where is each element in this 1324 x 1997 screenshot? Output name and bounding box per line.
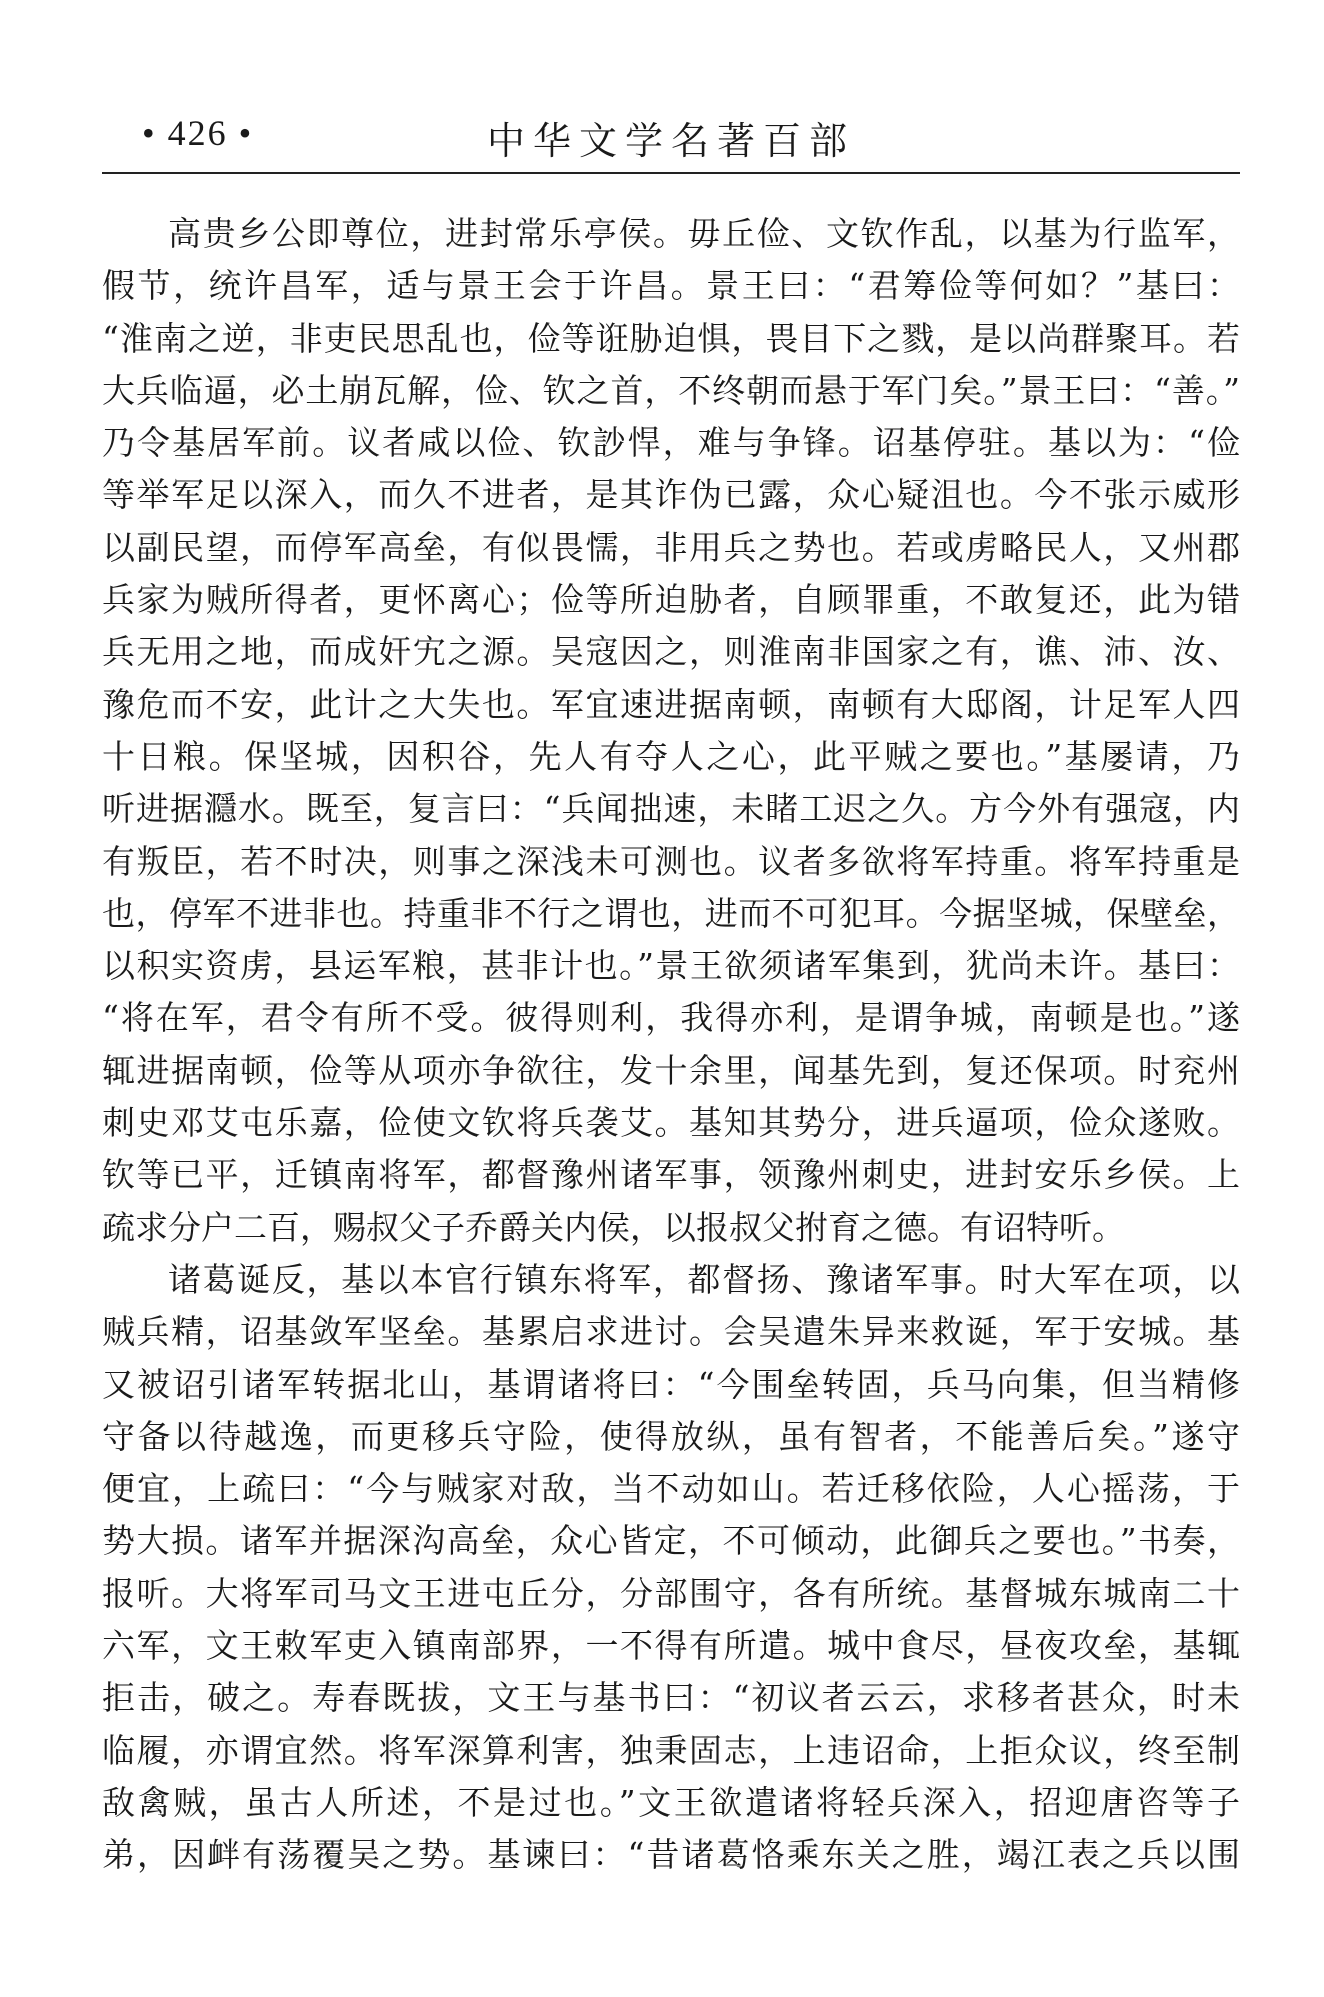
text-line: 兵家为贼所得者，更怀离心；俭等所迫胁者，自顾罪重，不敢复还，此为错 [102, 580, 1240, 620]
text-line: 以积实资虏，县运军粮，甚非计也。”景王欲须诸军集到，犹尚未许。基曰： [102, 946, 1240, 986]
text-line: 假节，统许昌军，适与景王会于许昌。景王曰：“君筹俭等何如？”基曰： [102, 266, 1240, 306]
text-line: 兵无用之地，而成奸宄之源。吴寇因之，则淮南非国家之有，谯、沛、汝、 [102, 632, 1240, 672]
running-title: 中华文学名著百部 [486, 119, 855, 163]
text-line: 以副民望，而停军高垒，有似畏懦，非用兵之势也。若或虏略民人，又州郡 [102, 527, 1240, 567]
text-line: 便宜，上疏曰：“今与贼家对敌，当不动如山。若迁移依险，人心摇荡，于 [102, 1469, 1240, 1509]
text-line: 又被诏引诸军转据北山，基谓诸将曰：“今围垒转固，兵马向集，但当精修 [102, 1364, 1240, 1404]
text-line: 守备以待越逸，而更移兵守险，使得放纵，虽有智者，不能善后矣。”遂守 [102, 1416, 1240, 1456]
text-line: 刺史邓艾屯乐嘉，俭使文钦将兵袭艾。基知其势分，进兵逼项，俭众遂败。 [102, 1103, 1240, 1143]
text-line: 疏求分户二百，赐叔父子乔爵关内侯，以报叔父拊育之德。有诏特听。 [102, 1207, 1125, 1247]
text-line: 也，停军不进非也。持重非不行之谓也，进而不可犯耳。今据坚城，保壁垒， [102, 893, 1240, 933]
body-text [102, 208, 1240, 1882]
text-line: 弟，因衅有荡覆吴之势。基谏曰：“昔诸葛恪乘东关之胜，竭江表之兵以围 [102, 1835, 1240, 1875]
text-line: 听进据㶏水。既至，复言曰：“兵闻拙速，未睹工迟之久。方今外有强寇，内 [102, 789, 1240, 829]
text-line: 贼兵精，诏基敛军坚垒。基累启求进讨。会吴遣朱异来救诞，军于安城。基 [102, 1312, 1240, 1352]
page-header [102, 104, 1240, 174]
text-line: 报听。大将军司马文王进屯丘分，分部围守，各有所统。基督城东城南二十 [102, 1573, 1240, 1613]
text-line: 十日粮。保坚城，因积谷，先人有夺人之心，此平贼之要也。”基屡请，乃 [102, 736, 1240, 776]
text-line: 敌禽贼，虽古人所述，不是过也。”文王欲遣诸将轻兵深入，招迎唐咨等子 [102, 1782, 1240, 1822]
text-line: 钦等已平，迁镇南将军，都督豫州诸军事，领豫州刺史，进封安乐乡侯。上 [102, 1155, 1240, 1195]
text-line: 豫危而不安，此计之大失也。军宜速进据南顿，南顿有大邸阁，计足军人四 [102, 684, 1240, 724]
text-line: “将在军，君令有所不受。彼得则利，我得亦利，是谓争城，南顿是也。”遂 [102, 998, 1240, 1038]
text-line: 势大损。诸军并据深沟高垒，众心皆定，不可倾动，此御兵之要也。”书奏， [102, 1521, 1240, 1561]
page-number: • 426 • [142, 113, 254, 153]
text-line: 诸葛诞反，基以本官行镇东将军，都督扬、豫诸军事。时大军在项，以 [168, 1259, 1240, 1299]
paragraph-2 [102, 1254, 1240, 1882]
text-line: “淮南之逆，非吏民思乱也，俭等诳胁迫惧，畏目下之戮，是以尚群聚耳。若 [102, 318, 1240, 358]
text-line: 临履，亦谓宜然。将军深算利害，独秉固志，上违诏命，上拒众议，终至制 [102, 1730, 1240, 1770]
text-line: 六军，文王敕军吏入镇南部界，一不得有所遣。城中食尽，昼夜攻垒，基辄 [102, 1626, 1240, 1666]
header-rule [102, 172, 1240, 174]
text-line: 高贵乡公即尊位，进封常乐亭侯。毋丘俭、文钦作乱，以基为行监军， [168, 214, 1240, 253]
text-line: 拒击，破之。寿春既拔，文王与基书曰：“初议者云云，求移者甚众，时未 [102, 1678, 1240, 1718]
text-line: 大兵临逼，必土崩瓦解，俭、钦之首，不终朝而悬于军门矣。”景王曰：“善。” [102, 370, 1240, 410]
text-line: 等举军足以深入，而久不进者，是其诈伪已露，众心疑沮也。今不张示威形 [102, 475, 1240, 515]
text-line: 乃令基居军前。议者咸以俭、钦訬悍，难与争锋。诏基停驻。基以为：“俭 [102, 423, 1240, 463]
text-line: 有叛臣，若不时决，则事之深浅未可测也。议者多欲将军持重。将军持重是 [102, 841, 1240, 881]
text-line: 辄进据南顿，俭等从项亦争欲往，发十余里，闻基先到，复还保项。时兖州 [102, 1050, 1240, 1090]
paragraph-1 [102, 208, 1240, 1254]
